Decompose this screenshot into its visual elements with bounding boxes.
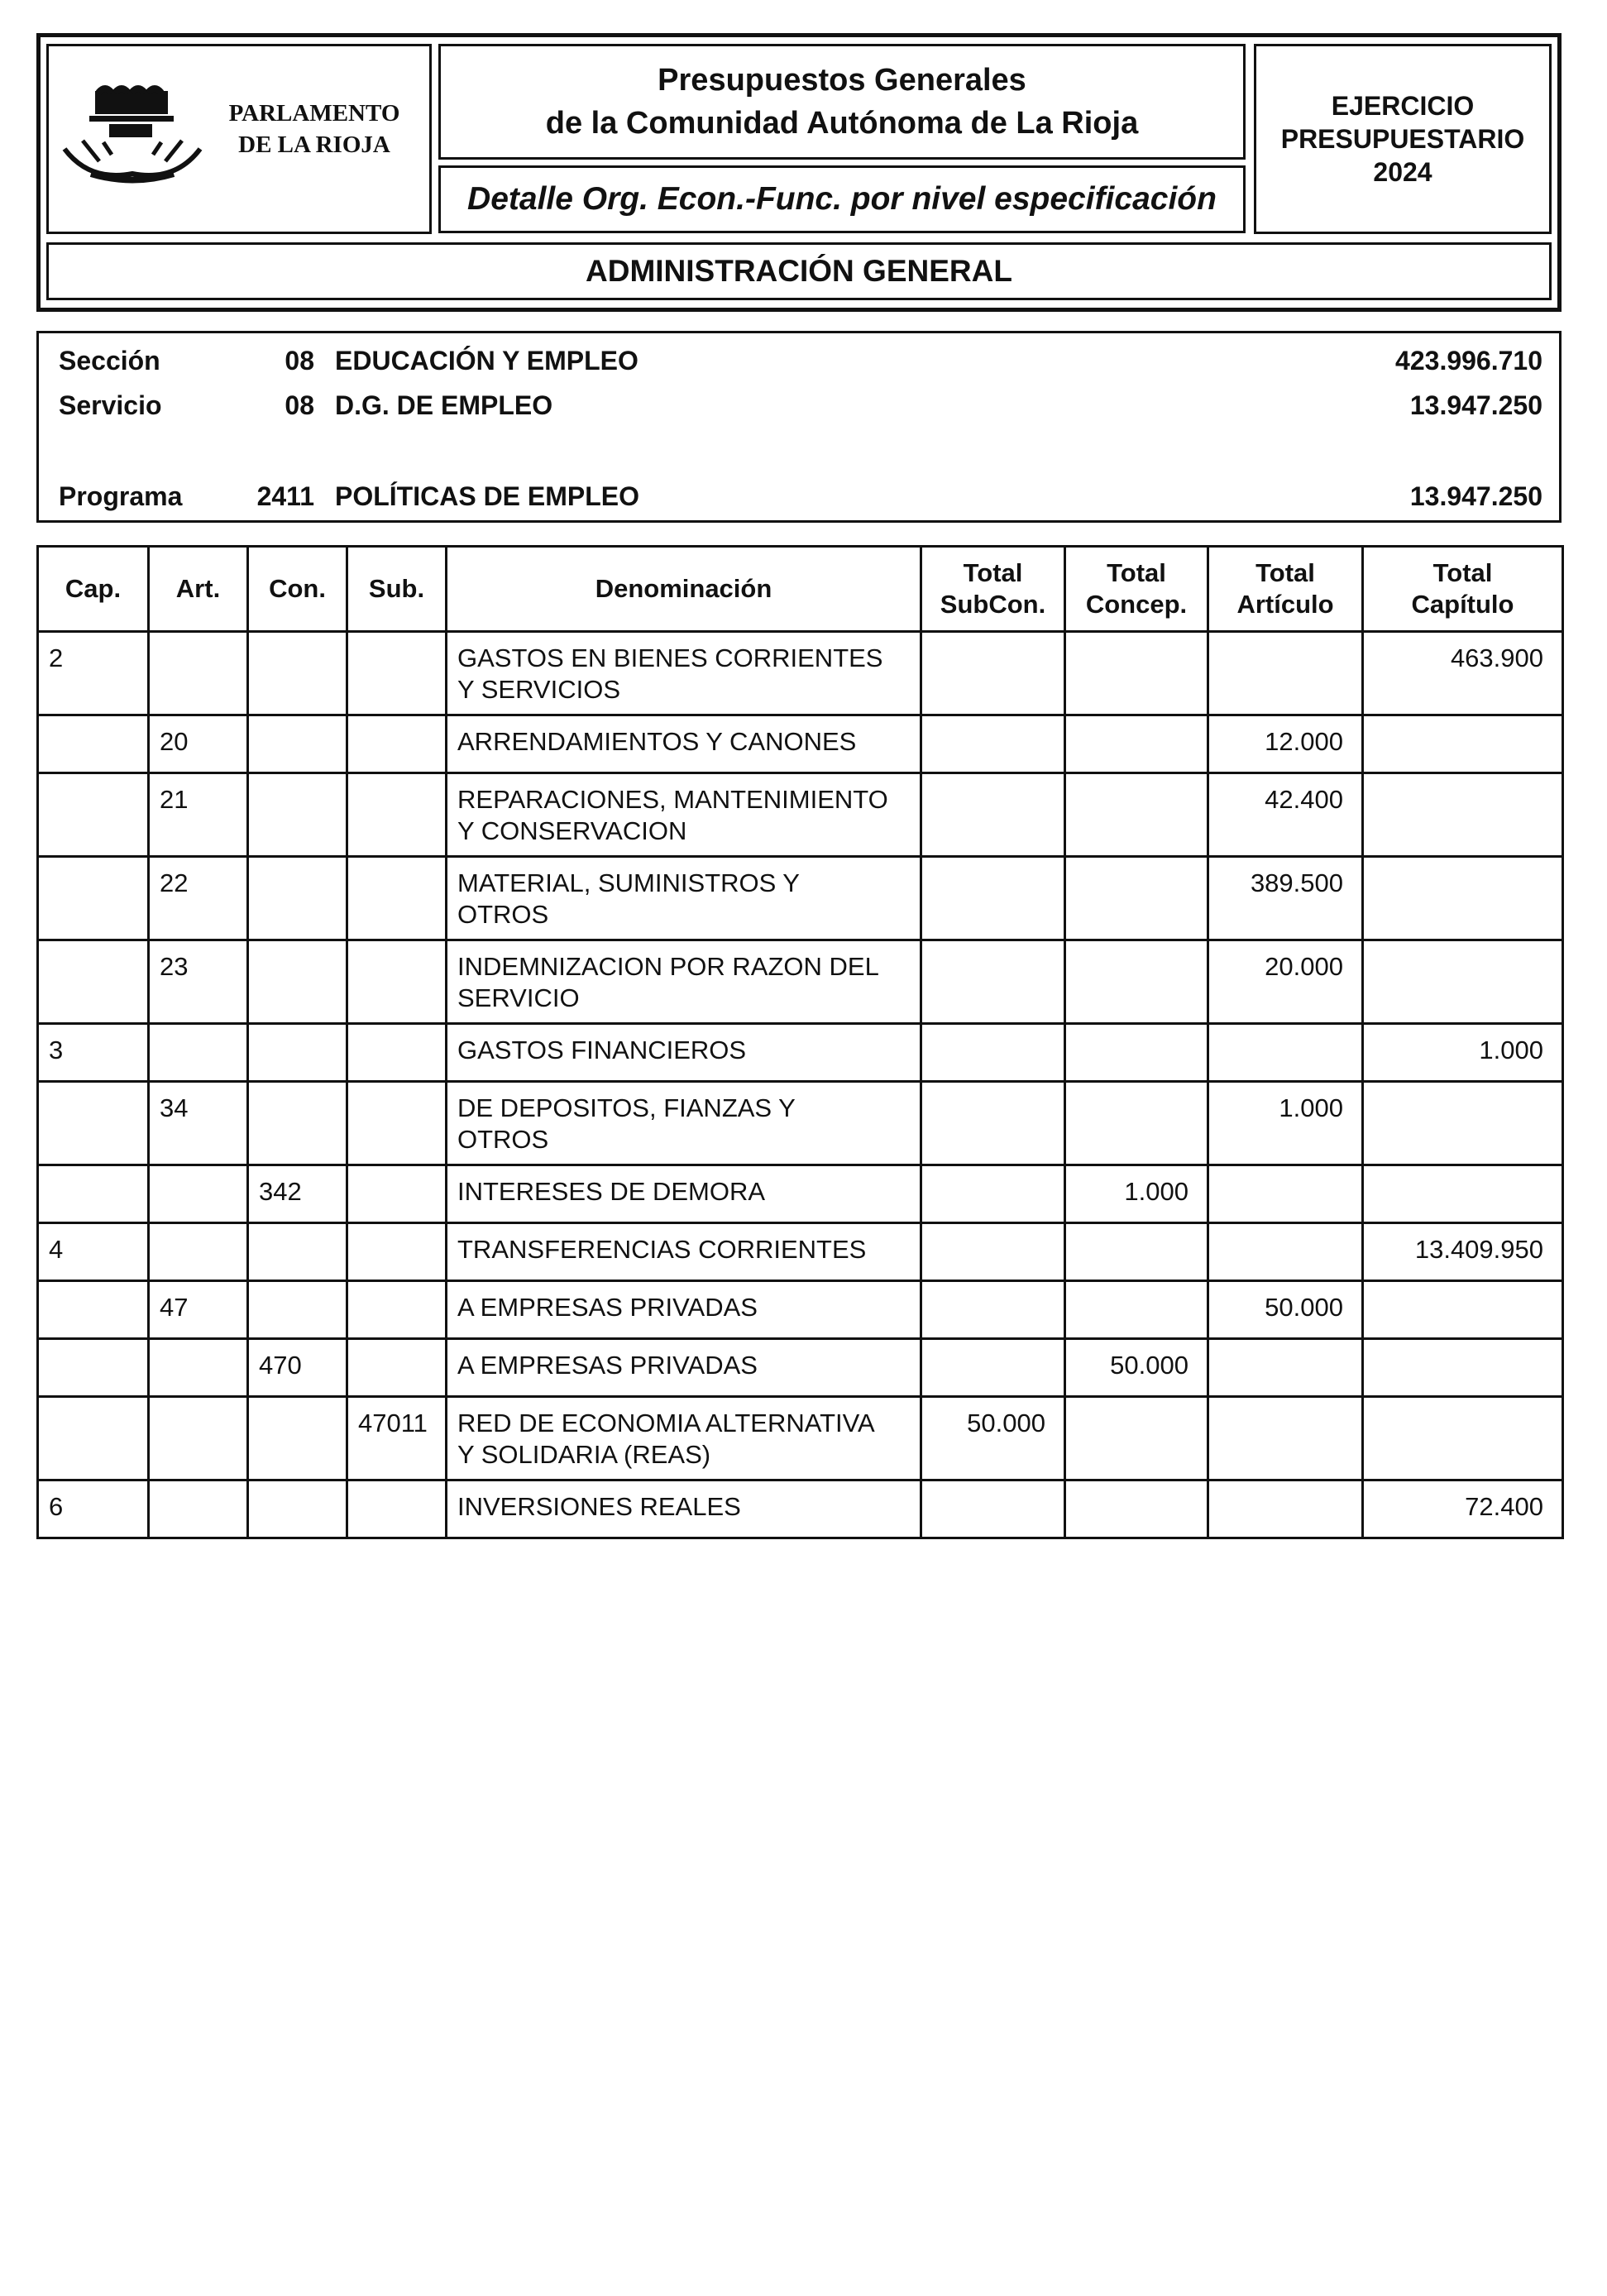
cell-total-concep [1065, 1223, 1208, 1281]
cell-sub [347, 632, 447, 715]
seccion-code: 08 [285, 346, 314, 375]
cell-cap [38, 1397, 149, 1480]
table-row [38, 773, 1563, 857]
cell-cap [38, 940, 149, 1024]
cell-total-articulo: 1.000 [1208, 1082, 1363, 1165]
cell-con [248, 1082, 347, 1165]
cell-sub [347, 1024, 447, 1082]
table-row [38, 1281, 1563, 1339]
cell-total-subcon: 50.000 [921, 1397, 1065, 1480]
col-header-total-concep-l1: Total [1107, 558, 1166, 587]
cell-sub [347, 1082, 447, 1165]
cell-sub [347, 1281, 447, 1339]
cell-total-capitulo [1363, 1397, 1563, 1480]
table-header-row [38, 547, 1563, 632]
cell-total-concep [1065, 1024, 1208, 1082]
cell-total-concep [1065, 1480, 1208, 1538]
cell-total-concep [1065, 1281, 1208, 1339]
cell-sub [347, 1339, 447, 1397]
table-row [38, 1397, 1563, 1480]
cell-total-capitulo [1363, 773, 1563, 857]
denominacion-line1: REPARACIONES, MANTENIMIENTO [457, 785, 888, 814]
col-header-cap: Cap. [38, 547, 149, 632]
cell-total-capitulo [1363, 1082, 1563, 1165]
denominacion-line1: ARRENDAMIENTOS Y CANONES [457, 727, 857, 756]
cell-total-subcon [921, 632, 1065, 715]
cell-con [248, 1480, 347, 1538]
cell-total-articulo: 20.000 [1208, 940, 1363, 1024]
cell-cap [38, 1281, 149, 1339]
cell-con [248, 1223, 347, 1281]
col-header-total-capitulo-l2: Capítulo [1411, 590, 1514, 619]
cell-total-articulo [1208, 632, 1363, 715]
section-banner [46, 242, 1552, 300]
col-header-sub: Sub. [347, 547, 447, 632]
cell-denominacion [447, 1480, 921, 1538]
cell-art [149, 1339, 248, 1397]
cell-denominacion [447, 1281, 921, 1339]
cell-total-capitulo: 13.409.950 [1363, 1223, 1563, 1281]
programa-name: POLÍTICAS DE EMPLEO [335, 481, 640, 511]
seccion-amount: 423.996.710 [1395, 346, 1542, 375]
cell-total-subcon [921, 857, 1065, 940]
cell-denominacion [447, 1397, 921, 1480]
cell-art: 23 [149, 940, 248, 1024]
cell-cap [38, 1082, 149, 1165]
table-row [38, 632, 1563, 715]
cell-total-subcon [921, 940, 1065, 1024]
cell-total-concep [1065, 773, 1208, 857]
programa-amount: 13.947.250 [1409, 481, 1542, 511]
cell-total-subcon [921, 1024, 1065, 1082]
cell-total-articulo: 12.000 [1208, 715, 1363, 773]
cell-sub [347, 1480, 447, 1538]
programa-code: 2411 [256, 481, 314, 511]
denominacion-line1: GASTOS EN BIENES CORRIENTES [457, 643, 883, 672]
cell-cap [38, 715, 149, 773]
cell-con [248, 632, 347, 715]
cell-total-subcon [921, 1082, 1065, 1165]
year-line2: PRESUPUESTARIO [1280, 124, 1525, 154]
cell-total-articulo [1208, 1165, 1363, 1223]
cell-denominacion [447, 940, 921, 1024]
cell-con [248, 940, 347, 1024]
servicio-code: 08 [285, 390, 314, 420]
table-row [38, 1082, 1563, 1165]
col-header-total-concep [1065, 547, 1208, 632]
col-header-total-subcon-l2: SubCon. [940, 590, 1046, 619]
cell-art [149, 1480, 248, 1538]
cell-denominacion [447, 857, 921, 940]
cell-con [248, 773, 347, 857]
cell-con [248, 1397, 347, 1480]
cell-con [248, 1024, 347, 1082]
denominacion-line2: Y SOLIDARIA (REAS) [457, 1440, 711, 1469]
cell-total-concep [1065, 1082, 1208, 1165]
col-header-total-articulo-l1: Total [1255, 558, 1315, 587]
cell-cap: 2 [38, 632, 149, 715]
cell-cap: 4 [38, 1223, 149, 1281]
cell-total-articulo [1208, 1339, 1363, 1397]
table-row [38, 1339, 1563, 1397]
cell-total-concep [1065, 632, 1208, 715]
denominacion-line2: SERVICIO [457, 983, 580, 1012]
col-header-total-subcon [921, 547, 1065, 632]
fiscal-year-box [1254, 44, 1552, 234]
servicio-amount: 13.947.250 [1409, 390, 1542, 420]
cell-cap: 3 [38, 1024, 149, 1082]
cell-total-concep [1065, 857, 1208, 940]
cell-art [149, 632, 248, 715]
cell-con [248, 715, 347, 773]
cell-cap [38, 1165, 149, 1223]
cell-sub [347, 940, 447, 1024]
cell-total-capitulo: 72.400 [1363, 1480, 1563, 1538]
denominacion-line1: A EMPRESAS PRIVADAS [457, 1293, 758, 1322]
budget-table [36, 545, 1564, 1539]
cell-art: 21 [149, 773, 248, 857]
cell-con [248, 1281, 347, 1339]
denominacion-line1: RED DE ECONOMIA ALTERNATIVA [457, 1409, 875, 1437]
report-subtitle [438, 165, 1246, 233]
denominacion-line1: INDEMNIZACION POR RAZON DEL [457, 952, 879, 981]
cell-total-articulo [1208, 1397, 1363, 1480]
section-banner-text: ADMINISTRACIÓN GENERAL [586, 254, 1012, 288]
cell-total-concep [1065, 715, 1208, 773]
cell-total-articulo: 42.400 [1208, 773, 1363, 857]
cell-total-articulo [1208, 1024, 1363, 1082]
col-header-total-articulo [1208, 547, 1363, 632]
report-title [438, 44, 1246, 160]
cell-total-subcon [921, 1223, 1065, 1281]
cell-art [149, 1397, 248, 1480]
cell-total-concep: 50.000 [1065, 1339, 1208, 1397]
programa-label: Programa [59, 481, 183, 511]
table-row [38, 940, 1563, 1024]
cell-cap: 6 [38, 1480, 149, 1538]
col-header-total-articulo-l2: Artículo [1236, 590, 1334, 619]
cell-total-capitulo: 1.000 [1363, 1024, 1563, 1082]
cell-denominacion [447, 715, 921, 773]
cell-denominacion [447, 773, 921, 857]
denominacion-line2: OTROS [457, 900, 549, 929]
title-line2: de la Comunidad Autónoma de La Rioja [545, 106, 1139, 141]
cell-total-subcon [921, 773, 1065, 857]
cell-total-subcon [921, 1165, 1065, 1223]
cell-total-capitulo [1363, 1165, 1563, 1223]
cell-sub [347, 1165, 447, 1223]
denominacion-line1: MATERIAL, SUMINISTROS Y [457, 868, 800, 897]
col-header-con: Con. [248, 547, 347, 632]
cell-art: 22 [149, 857, 248, 940]
cell-con: 470 [248, 1339, 347, 1397]
table-row [38, 1024, 1563, 1082]
parliament-emblem-icon [58, 83, 207, 190]
col-header-total-concep-l2: Concep. [1085, 590, 1188, 619]
cell-total-concep: 1.000 [1065, 1165, 1208, 1223]
cell-total-concep [1065, 1397, 1208, 1480]
year-line1: EJERCICIO [1331, 91, 1475, 121]
table-row [38, 1165, 1563, 1223]
table-row [38, 715, 1563, 773]
cell-cap [38, 1339, 149, 1397]
subtitle-text: Detalle Org. Econ.-Func. por nivel especificación [467, 181, 1217, 217]
cell-art [149, 1223, 248, 1281]
col-header-art: Art. [149, 547, 248, 632]
col-header-denominacion: Denominación [447, 547, 921, 632]
logo-text [211, 98, 418, 160]
table-row [38, 1480, 1563, 1538]
cell-art: 34 [149, 1082, 248, 1165]
denominacion-line2: Y SERVICIOS [457, 675, 620, 704]
denominacion-line2: Y CONSERVACION [457, 816, 687, 845]
table-row [38, 857, 1563, 940]
cell-total-capitulo [1363, 940, 1563, 1024]
table-row [38, 1223, 1563, 1281]
cell-art [149, 1024, 248, 1082]
cell-total-capitulo [1363, 715, 1563, 773]
cell-total-articulo [1208, 1480, 1363, 1538]
cell-total-capitulo [1363, 1339, 1563, 1397]
cell-art: 47 [149, 1281, 248, 1339]
cell-sub [347, 715, 447, 773]
year-value: 2024 [1373, 157, 1432, 187]
cell-denominacion [447, 1082, 921, 1165]
cell-sub [347, 773, 447, 857]
denominacion-line1: INTERESES DE DEMORA [457, 1177, 766, 1206]
cell-total-articulo [1208, 1223, 1363, 1281]
cell-art [149, 1165, 248, 1223]
cell-denominacion [447, 632, 921, 715]
cell-total-subcon [921, 1480, 1065, 1538]
cell-total-capitulo [1363, 1281, 1563, 1339]
cell-denominacion [447, 1339, 921, 1397]
servicio-name: D.G. DE EMPLEO [335, 390, 553, 420]
cell-total-capitulo: 463.900 [1363, 632, 1563, 715]
cell-con: 342 [248, 1165, 347, 1223]
denominacion-line1: A EMPRESAS PRIVADAS [457, 1351, 758, 1380]
cell-cap [38, 857, 149, 940]
title-line1: Presupuestos Generales [658, 63, 1026, 98]
logo-text-line2: DE LA RIOJA [238, 132, 390, 158]
servicio-label: Servicio [59, 390, 162, 420]
col-header-total-capitulo-l1: Total [1432, 558, 1493, 587]
denominacion-line1: GASTOS FINANCIEROS [457, 1036, 747, 1064]
table-body [38, 632, 1563, 1538]
denominacion-line1: INVERSIONES REALES [457, 1492, 741, 1521]
denominacion-line1: DE DEPOSITOS, FIANZAS Y [457, 1093, 796, 1122]
cell-con [248, 857, 347, 940]
cell-total-articulo: 50.000 [1208, 1281, 1363, 1339]
denominacion-line1: TRANSFERENCIAS CORRIENTES [457, 1235, 867, 1264]
cell-total-subcon [921, 715, 1065, 773]
col-header-total-capitulo [1363, 547, 1563, 632]
cell-sub [347, 1223, 447, 1281]
cell-art: 20 [149, 715, 248, 773]
cell-sub: 47011 [347, 1397, 447, 1480]
col-header-total-subcon-l1: Total [963, 558, 1023, 587]
cell-denominacion [447, 1223, 921, 1281]
cell-total-articulo: 389.500 [1208, 857, 1363, 940]
cell-cap [38, 773, 149, 857]
cell-sub [347, 857, 447, 940]
seccion-label: Sección [59, 346, 160, 375]
cell-total-subcon [921, 1281, 1065, 1339]
seccion-name: EDUCACIÓN Y EMPLEO [335, 346, 638, 375]
cell-total-capitulo [1363, 857, 1563, 940]
cell-denominacion [447, 1024, 921, 1082]
cell-total-subcon [921, 1339, 1065, 1397]
cell-total-concep [1065, 940, 1208, 1024]
cell-denominacion [447, 1165, 921, 1223]
denominacion-line2: OTROS [457, 1125, 549, 1154]
logo-text-line1: PARLAMENTO [228, 100, 400, 127]
